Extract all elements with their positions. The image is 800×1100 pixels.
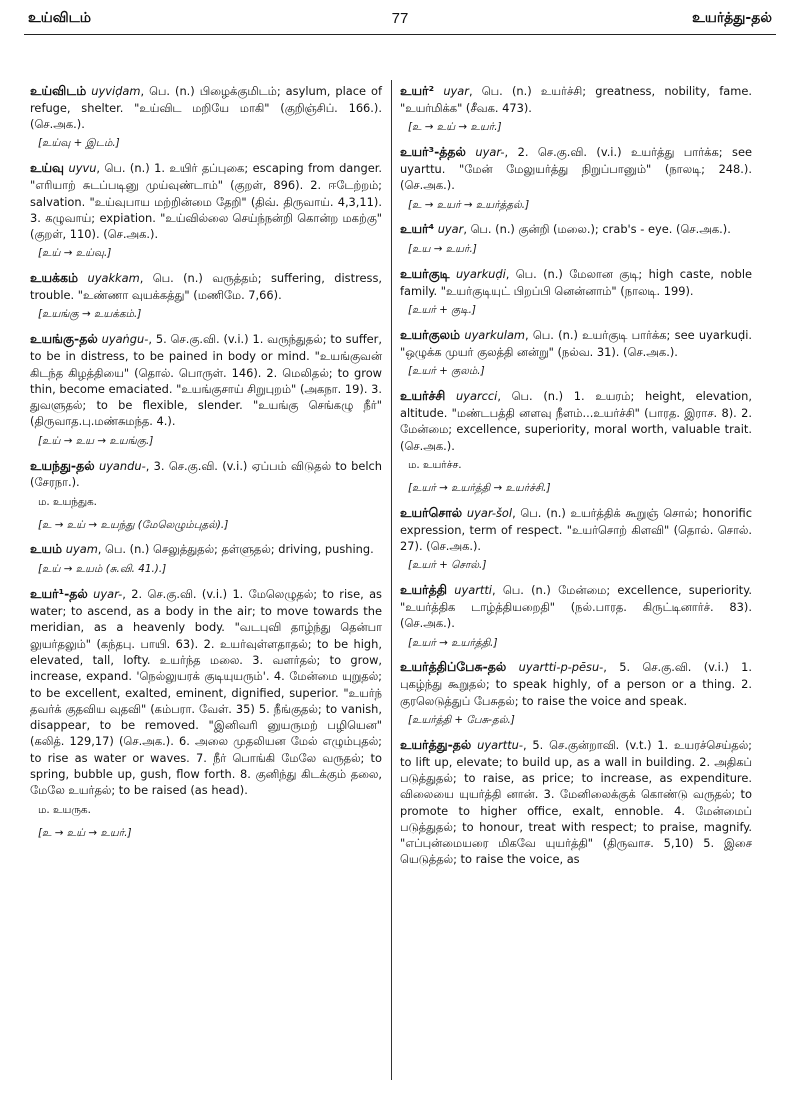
etymology: [உயர் + குலம்.] (408, 365, 485, 378)
etymology: [உய் → உயம் (சு.வி. 41.).] (38, 563, 167, 576)
dictionary-entry (400, 736, 752, 868)
header-right-word: உயர்த்து-தல் (692, 10, 772, 26)
definition: , பெ. (n.) பிழைக்குமிடம்; asylum, place of refuge, shelter. "உய்விட மறியே மாகி" (குறிஞ்சிப். 166.). (செ.அக.). (30, 84, 382, 132)
headword: உயர்குடி (400, 266, 450, 282)
right-column (400, 82, 752, 872)
definition: , பெ. (n.) உயர்ச்சி; greatness, nobility, fame. "உயர்மிக்க" (சீவக. 473). (400, 84, 752, 115)
transliteration: uyartti (454, 583, 492, 598)
cognate-note: ம. உயருக. (38, 803, 91, 816)
dictionary-entry (30, 159, 382, 242)
page-header (28, 10, 772, 36)
definition: , பெ. (n.) உயர்த்திக் கூறுஞ் சொல்; honorific expression, term of respect. "உயர்சொற் கிளவி" (தொல். சொல். 27). (செ.அக.). (400, 505, 752, 553)
headword: உயந்து-தல் (30, 457, 95, 473)
etymology: [உயர் + குடி.] (408, 304, 476, 317)
definition: , பெ. (n.) 1. உயிர் தப்புகை; escaping from danger. "எரியாற் சுடப்படினு முய்வுண்டாம்" (குறள், 896). 2. ஈடேற்றம்; salvation. "உய்வுபாய மற்றின்மை தேறி" (திவ். திருவாய். 4,3,11). 3. கழுவாய்; expiation. "உய்வில்லை செய்ந்நன்றி கொன்ற மகற்கு" (குறள், 110). (செ.அக.). (30, 161, 383, 242)
definition: , பெ. (n.) 1. உயரம்; height, elevation, altitude. "மண்டபத்தி னளவு நீளம்...உயர்ச்சி" (பாரத. இராச. 8). 2. மேன்மை; excellence, superiority, moral worth, valuable trait. (செ.அக.). (400, 389, 752, 453)
transliteration: uyarcci (456, 389, 498, 404)
dictionary-entry (30, 82, 382, 132)
etymology: [உ → உய் → உயர்.] (38, 826, 132, 839)
dictionary-entry (400, 220, 752, 238)
transliteration: uyar-šol (466, 505, 513, 520)
headword: உயர்த்து-தல் (400, 736, 472, 752)
dictionary-entry (30, 540, 382, 558)
etymology: [உ → உய் → உயர்.] (408, 121, 502, 134)
dictionary-entry (400, 504, 752, 554)
headword: உயர்ச்சி (400, 388, 446, 404)
definition: , பெ. (n.) மேன்மை; excellence, superiority. "உயர்த்திக டாழ்த்தியறைதி" (நல்.பாரத. கிருட்டினார்ச். 83). (செ.அக.). (400, 583, 752, 631)
header-rule (24, 34, 776, 35)
headword: உயர்³-த்தல் (400, 144, 466, 160)
headword: உயம் (30, 541, 63, 557)
dictionary-entry (400, 387, 752, 454)
transliteration: uyartti-p-pēsu- (518, 660, 604, 675)
header-left-word: உய்விடம் (28, 10, 92, 26)
definition: , 5. செ.கு.வி. (v.i.) 1. வருந்துதல்; to suffer, to be in distress, to be pained in body or mind. "உயங்குவன் கிடந்த கிழத்தியை" (தொல். பொருள். 146). 2. மெலிதல்; to grow thin, become emaciated. "உயங்குசாய் சிறுபுறம்" (அகநா. 19). 3. துவளுதல்; to be flexible, slender. "உயங்கு செங்கழு நீர்" (திருவாத.பு.மண்சுமந்த. 4.). (30, 332, 382, 429)
column-divider (391, 80, 392, 1080)
etymology: [உயர் → உயர்த்தி.] (408, 636, 498, 649)
definition: , 5. செ.கு.வி. (v.i.) 1. புகழ்ந்து கூறுதல்; to speak highly, of a person or a thing. 2. குரலெடுத்துப் பேசுதல்; to raise the voice and speak. (400, 660, 752, 708)
headword: உயர்குலம் (400, 327, 461, 343)
definition: , பெ. (n.) மேலான குடி; high caste, noble family. "உயர்குடியுட் பிறப்பி னென்னாம்" (நாலடி. 199). (400, 267, 752, 299)
etymology: [உய் → உய்வு.] (38, 247, 112, 260)
dictionary-entry (30, 330, 382, 429)
transliteration: uyar- (475, 145, 505, 160)
transliteration: uyar- (93, 587, 123, 602)
transliteration: uyam (65, 542, 98, 557)
headword: உய்விடம் (30, 83, 87, 98)
transliteration: uyviḍam (91, 84, 141, 98)
dictionary-entry (400, 82, 752, 116)
etymology: [உய → உயர்.] (408, 243, 477, 256)
transliteration: uyandu- (98, 458, 146, 473)
etymology: [உய்வு + இடம்.] (38, 137, 120, 150)
headword: உயர்¹-தல் (30, 586, 88, 602)
transliteration: uyar (437, 222, 464, 237)
definition: , 2. செ.கு.வி. (v.i.) உயர்த்து பார்க்க; see uyarttu. "மேன் மேலுயர்த்து நிறுப்பானும்" (நாலடி; 248.). (செ.அக.). (400, 145, 752, 193)
definition: , பெ. (n.) உயர்குடி பார்க்க; see uyarkuḍi. "ஒழுக்க முயர் குலத்தி னன்று" (நல்வ. 31). (செ.அக.). (400, 328, 752, 360)
transliteration: uyakkam (87, 271, 140, 286)
cognate-note: ம. உயந்துக. (38, 495, 97, 508)
headword: உயர்சொல் (400, 504, 463, 520)
definition: , பெ. (n.) செலுத்துதல்; தள்ளுதல்; driving, pushing. (97, 542, 374, 557)
left-column (30, 82, 382, 848)
etymology: [உ → உய் → உயந்து (மேலெழும்புதல்).] (38, 518, 229, 531)
etymology: [உயங்கு → உயக்கம்.] (38, 308, 142, 321)
dictionary-entry (30, 585, 382, 798)
etymology: [உயர் + சொல்.] (408, 559, 487, 572)
etymology: [உயர் → உயர்த்தி → உயர்ச்சி.] (408, 481, 551, 494)
headword: உயர்² (400, 83, 435, 98)
headword: உயர்⁴ (400, 221, 435, 237)
dictionary-entry (400, 581, 752, 631)
etymology: [உய் → உய → உயங்கு.] (38, 434, 154, 447)
page-number: 77 (391, 10, 409, 27)
etymology: [உயர்த்தி + பேசு-தல்.] (408, 713, 515, 726)
dictionary-entry (400, 265, 752, 299)
dictionary-entry (400, 326, 752, 360)
dictionary-entry (400, 658, 752, 708)
transliteration: uyvu (68, 161, 97, 176)
definition: , 5. செ.குன்றாவி. (v.t.) 1. உயரச்செய்தல்; to lift up, elevate; to build up, as a wall in building. 2. அதிகப் படுத்துதல்; to raise, as price; to increase, as expenditure. விலையை யுயர்த்தி னான். 3. மேனிலைக்குக் கொண்டு வருதல்; to promote to higher office, exalt, ennoble. 4. மேன்மைப் படுத்துதல்; to honour, treat with respect; to praise, magnify. "எப்புன்மையரை மிகவே யுயர்த்தி" (திருவாச. 5,10) 5. இசை யெடுத்தல்; to raise the voice, as (400, 737, 752, 867)
transliteration: uyar (443, 84, 469, 98)
definition: , 2. செ.கு.வி. (v.i.) 1. மேலெழுதல்; to rise, as water; to ascend, as a body in the air; to move towards the meridian, as a heavenly body. "வடபுவி தாழ்ந்து தென்பா லுயர்தலும்" (கந்தபு. பாயி. 63). 2. உயர்வுள்ளதாதல்; to be high, elevated, tall, lofty. உயர்ந்த மலை. 3. வளர்தல்; to grow, increase, expand. 'நெல்லுயரக் குடியுயரும்'. 4. மேன்மை யுறுதல்; to be excellent, exalted, eminent, dignified, superior. "உயர்ந் தவர்க் குதவிய வுதவி" (கம்பரா. வேள். 35) 5. நீங்குதல்; to vanish, disappear, to be removed. "இனிவரி னுயருமற் பழியென" (கலித். 129,17) (செ.அக.). 6. அலை முதலியன மேல் எழும்புதல்; to rise as water or waves. 7. நீர் பொங்கி மேலே வருதல்; to spring, bubble up, gush, flow forth. 8. குனிந்து கிடக்கும் தலை, மேலே உயர்தல்; to be raised (as head). (30, 587, 382, 798)
transliteration: uyaṅgu- (101, 332, 149, 347)
transliteration: uyarkuḍi (455, 267, 506, 282)
transliteration: uyarkulam (464, 328, 526, 343)
headword: உயர்த்திப்பேசு-தல் (400, 659, 507, 675)
headword: உயக்கம் (30, 270, 79, 286)
dictionary-entry (30, 269, 382, 303)
definition: , 3. செ.கு.வி. (v.i.) ஏப்பம் விடுதல் to belch (சேரநா.). (30, 458, 383, 490)
transliteration: uyarttu- (477, 737, 523, 752)
headword: உயங்கு-தல் (30, 331, 98, 347)
etymology: [உ → உயர் → உயர்த்தல்.] (408, 198, 530, 211)
dictionary-entry (30, 457, 382, 491)
cognate-note: ம. உயர்ச்ச. (408, 459, 462, 471)
dictionary-entry (400, 143, 752, 193)
definition: , பெ. (n.) வருத்தம்; suffering, distress, trouble. "உண்ணா வுயக்கத்து" (மணிமே. 7,66). (30, 271, 382, 303)
headword: உயர்த்தி (400, 582, 447, 598)
headword: உய்வு (30, 160, 65, 176)
definition: , பெ. (n.) குன்றி (மலை.); crab's - eye. (செ.அக.). (463, 222, 731, 237)
